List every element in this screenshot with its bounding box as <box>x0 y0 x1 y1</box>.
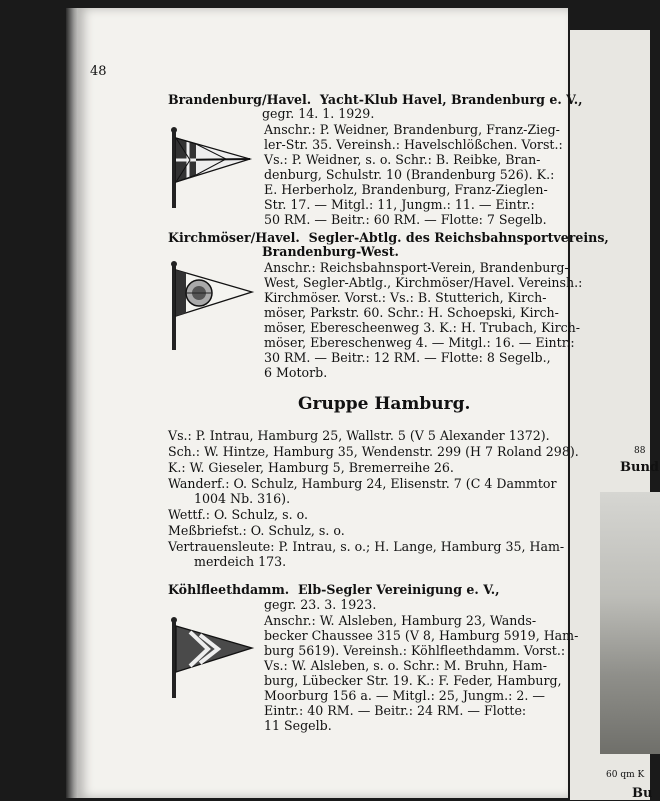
club-place: Köhlfleethdamm. <box>168 582 290 597</box>
right-page-caption: 60 qm K <box>606 770 645 780</box>
text-line: Kirchmöser. Vorst.: Vs.: B. Stutterich, Kirch- <box>264 290 547 305</box>
group-title: Gruppe Hamburg. <box>298 394 471 414</box>
text-line: Anschr.: W. Alsleben, Hamburg 23, Wands- <box>264 613 537 628</box>
text-line: Meßbriefst.: O. Schulz, s. o. <box>168 523 345 538</box>
text-line: Vs.: P. Intrau, Hamburg 25, Wallstr. 5 (V 5 Alexander 1372). <box>168 428 550 443</box>
text-line: Anschr.: Reichsbahnsport-Verein, Brandenburg- <box>264 260 569 275</box>
club-name-cont: Brandenburg-West. <box>262 244 399 259</box>
page-number: 48 <box>90 64 107 79</box>
club-place: Brandenburg/Havel. <box>168 92 312 107</box>
pennant-flag-icon <box>166 618 258 700</box>
club-heading <box>168 92 582 107</box>
book-page-right <box>570 30 659 801</box>
text-line: Vs.: P. Weidner, s. o. Schr.: B. Reibke, Bran- <box>264 152 541 167</box>
club-founded: gegr. 23. 3. 1923. <box>264 597 377 612</box>
text-line: möser, Eberescheenweg 3. K.: H. Trubach, Kirch- <box>264 320 581 335</box>
text-line: Str. 17. — Mitgl.: 11, Jungm.: 11. — Eintr.: <box>264 197 535 212</box>
right-page-number: 88 <box>634 446 646 456</box>
text-line: Anschr.: P. Weidner, Brandenburg, Franz-Zieg- <box>264 122 560 137</box>
text-line: E. Herberholz, Brandenburg, Franz-Zieglen- <box>264 182 548 197</box>
pennant-flag-icon <box>166 262 258 352</box>
text-line: 6 Motorb. <box>264 365 328 380</box>
text-line: K.: W. Gieseler, Hamburg 5, Bremerreihe 26. <box>168 460 454 475</box>
text-line: Eintr.: 40 RM. — Beitr.: 24 RM. — Flotte: <box>264 703 527 718</box>
text-line: West, Segler-Abtlg., Kirchmöser/Havel. Vereinsh.: <box>264 275 583 290</box>
club-place: Kirchmöser/Havel. <box>168 230 300 245</box>
text-line: becker Chaussee 315 (V 8, Hamburg 5919, Ham- <box>264 628 579 643</box>
text-line: möser, Ebereschenweg 4. — Mitgl.: 16. — Eintr.: <box>264 335 575 350</box>
text-line: denburg, Schulstr. 10 (Brandenburg 526). K.: <box>264 167 555 182</box>
text-line: Sch.: W. Hintze, Hamburg 35, Wendenstr. 299 (H 7 Roland 298). <box>168 444 579 459</box>
club-heading <box>168 582 500 597</box>
text-line: Vertrauensleute: P. Intrau, s. o.; H. Lange, Hamburg 35, Ham- <box>168 539 565 554</box>
text-line: möser, Parkstr. 60. Schr.: H. Schoepski, Kirch- <box>264 305 559 320</box>
right-page-subheading: Bu <box>632 786 653 801</box>
text-line: Moorburg 156 a. — Mitgl.: 25, Jungm.: 2. — <box>264 688 545 703</box>
club-founded: gegr. 14. 1. 1929. <box>262 106 375 121</box>
text-line: ler-Str. 35. Vereinsh.: Havelschlößchen. Vorst.: <box>264 137 563 152</box>
pennant-flag-icon <box>166 128 258 210</box>
text-line: Vs.: W. Alsleben, s. o. Schr.: M. Bruhn, Ham- <box>264 658 547 673</box>
text-line: burg, Lübecker Str. 19. K.: F. Feder, Hamburg, <box>264 673 562 688</box>
text-line: Wanderf.: O. Schulz, Hamburg 24, Elisenstr. 7 (C 4 Dammtor <box>168 476 557 491</box>
club-name: Yacht-Klub Havel, Brandenburg e. V., <box>319 92 583 107</box>
club-name: Elb-Segler Vereinigung e. V., <box>297 582 500 597</box>
text-line: 11 Segelb. <box>264 718 332 733</box>
club-name: Segler-Abtlg. des Reichsbahnsportvereins, <box>308 230 609 245</box>
text-line: 30 RM. — Beitr.: 12 RM. — Flotte: 8 Segelb., <box>264 350 551 365</box>
text-line: 50 RM. — Beitr.: 60 RM. — Flotte: 7 Segelb. <box>264 212 547 227</box>
text-line: burg 5619). Vereinsh.: Köhlfleethdamm. Vorst.: <box>264 643 566 658</box>
club-heading <box>168 230 609 245</box>
right-page-heading: Bund <box>620 460 659 475</box>
text-line: merdeich 173. <box>194 554 287 569</box>
text-line: Wettf.: O. Schulz, s. o. <box>168 507 308 522</box>
right-page-photo <box>600 492 660 754</box>
text-line: 1004 Nb. 316). <box>194 491 291 506</box>
